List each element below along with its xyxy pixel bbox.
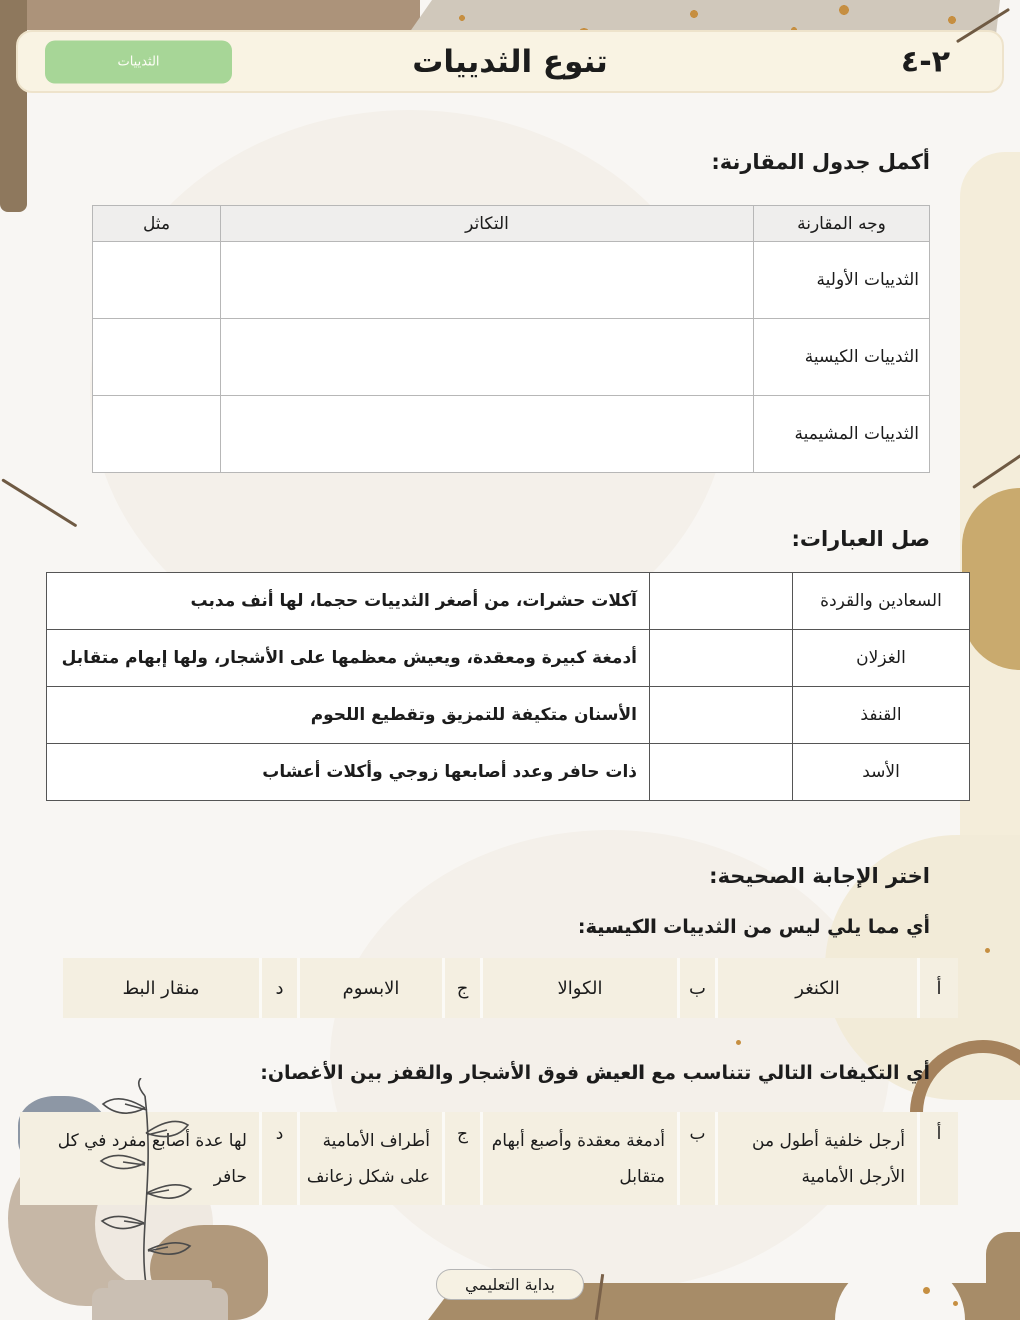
- table-row: [93, 396, 930, 473]
- matching-connect-cell[interactable]: [650, 630, 793, 687]
- question-text-part: فوق الأشجار والقفز بين الأغصان:: [260, 1062, 586, 1084]
- table-row: [47, 744, 970, 801]
- matching-description: الأسنان متكيفة للتمزيق وتقطيع اللحوم: [47, 687, 650, 744]
- header-card: [16, 30, 1004, 93]
- option-choice[interactable]: الابسوم: [300, 958, 445, 1018]
- table-row: [93, 319, 930, 396]
- comparison-col-aspect: وجه المقارنة: [754, 206, 930, 242]
- bottom-white-blob: [835, 1262, 965, 1320]
- question-2-text: [260, 1062, 930, 1084]
- option-letter: أ: [936, 1124, 942, 1144]
- option-choice[interactable]: أطراف الأمامية على شكل زعانف: [300, 1112, 445, 1205]
- matching-connect-cell[interactable]: [650, 573, 793, 630]
- matching-description: آكلات حشرات، من أصغر الثدييات حجما، لها أنف مدبب: [47, 573, 650, 630]
- gold-dot: [985, 948, 990, 953]
- answer-cell[interactable]: [93, 396, 221, 473]
- footer-brand: [436, 1269, 584, 1300]
- option-letter: ب: [680, 1112, 718, 1205]
- matching-description: ذات حافر وعدد أصابعها زوجي وأكلات أعشاب: [47, 744, 650, 801]
- answer-cell[interactable]: [93, 242, 221, 319]
- gold-dot: [953, 1301, 958, 1306]
- question-text-emphasis: الكيسية: [585, 916, 657, 938]
- question-1-options: [63, 958, 958, 1018]
- matching-animal: القنفذ: [793, 687, 970, 744]
- matching-connect-cell[interactable]: [650, 687, 793, 744]
- answer-cell[interactable]: [221, 396, 754, 473]
- option-choice[interactable]: الكوالا: [483, 958, 680, 1018]
- background-blob: [330, 830, 890, 1290]
- gold-dot: [736, 1040, 741, 1045]
- option-choice[interactable]: أرجل خلفية أطول من الأرجل الأمامية: [718, 1112, 920, 1205]
- question-text-emphasis: العيش: [585, 1062, 645, 1084]
- comparison-col-example: مثل: [93, 206, 221, 242]
- answer-cell[interactable]: [221, 242, 754, 319]
- table-row: [47, 687, 970, 744]
- footer-brand-label: بداية التعليمي: [465, 1275, 555, 1294]
- top-brown-strip: [0, 0, 420, 30]
- matching-heading: صل العبارات:: [791, 527, 930, 551]
- matching-description: أدمغة كبيرة ومعقدة، ويعيش معظمها على الأشجار، ولها إبهام متقابل: [47, 630, 650, 687]
- question-text-part: أي التكيفات التالي تتناسب مع: [644, 1062, 930, 1084]
- section-number: ٢-٤: [900, 44, 950, 79]
- option-choice[interactable]: لها عدة أصابع مفرد في كل حافر: [20, 1112, 262, 1205]
- option-choice[interactable]: منقار البط: [63, 958, 262, 1018]
- comparison-table: [92, 205, 930, 473]
- matching-animal: السعادين والقردة: [793, 573, 970, 630]
- option-letter: د: [262, 1112, 300, 1205]
- option-letter: د: [262, 958, 300, 1018]
- table-row: [47, 573, 970, 630]
- option-letter: ج: [445, 1112, 483, 1205]
- table-row: [47, 630, 970, 687]
- right-leaf-shape: [962, 488, 1020, 670]
- option-letter: ج: [445, 958, 483, 1018]
- comparison-header-row: [93, 206, 930, 242]
- matching-table: [46, 572, 970, 801]
- topic-badge: [45, 40, 232, 83]
- question-text-part: أي مما يلي ليس من الثدييات: [656, 916, 930, 938]
- answer-cell[interactable]: [93, 319, 221, 396]
- table-row: [93, 242, 930, 319]
- matching-animal: الأسد: [793, 744, 970, 801]
- comparison-col-reproduction: التكاثر: [221, 206, 754, 242]
- mcq-heading: اختر الإجابة الصحيحة:: [709, 864, 930, 888]
- comparison-row-label-placentals: الثدييات المشيمية: [754, 396, 930, 473]
- option-choice[interactable]: الكنغر: [718, 958, 920, 1018]
- option-letter: أ: [936, 977, 942, 999]
- option-letter: ب: [680, 958, 718, 1018]
- page-title: تنوع الثدييات: [412, 43, 608, 80]
- option-choice[interactable]: أدمغة معقدة وأصبع أبهام متقابل: [483, 1112, 680, 1205]
- matching-animal: الغزلان: [793, 630, 970, 687]
- branch-line-icon: [1, 478, 77, 527]
- question-1-text: [578, 916, 930, 938]
- plant-illustration: [55, 1078, 235, 1293]
- question-text-part: :: [577, 916, 586, 938]
- gold-dot: [923, 1287, 930, 1294]
- comparison-row-label-monotremes: الثدييات الأولية: [754, 242, 930, 319]
- plant-pot: [92, 1288, 228, 1320]
- bottom-right-brown-corner: [986, 1232, 1020, 1320]
- answer-cell[interactable]: [221, 319, 754, 396]
- comparison-heading: أكمل جدول المقارنة:: [711, 150, 930, 174]
- comparison-row-label-marsupials: الثدييات الكيسية: [754, 319, 930, 396]
- matching-connect-cell[interactable]: [650, 744, 793, 801]
- topic-badge-label: الثدييات: [117, 54, 160, 69]
